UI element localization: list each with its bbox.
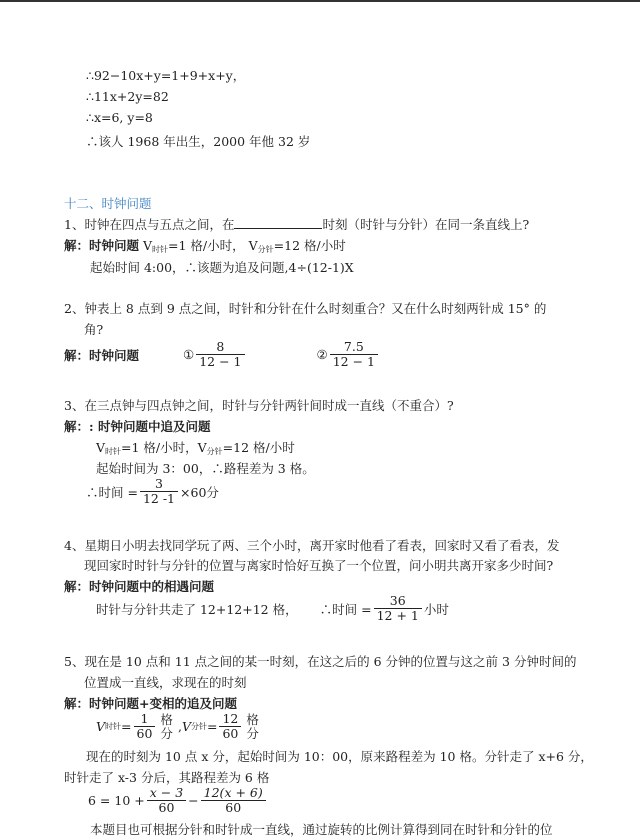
q5-v1-unit-bot: 分 — [160, 725, 173, 741]
q5-v1-num: 1 — [140, 711, 149, 726]
q5-v2-den: 60 — [219, 726, 241, 741]
q3-v2-sub: 分针 — [206, 447, 223, 456]
q3-line1: 3、在三点钟与四点钟之间，时针与分针两针间时成一直线（不重合）? — [64, 398, 454, 413]
q1-text-b: 时刻（时针与分针）在同一条直线上? — [322, 217, 530, 232]
top-border-line — [0, 0, 640, 2]
q2-solution — [64, 340, 380, 369]
q4-line3: 时针与分针共走了 12+12+12 格， — [96, 601, 298, 617]
prev-line-4: ∴该人 1968 年出生，2000 年他 32 岁 — [86, 134, 311, 149]
q1-v1: V — [143, 238, 153, 253]
q5-eq-fraction-1 — [147, 786, 186, 815]
q5-v2: V — [181, 719, 191, 734]
q5-eq-fraction-2 — [201, 786, 266, 815]
q3-velocities — [96, 438, 295, 457]
q1-solution-label: 解：时钟问题 — [64, 238, 140, 253]
q1-question — [64, 215, 529, 233]
q5-v2-num: 12 — [222, 711, 239, 726]
q5-v1-fraction — [134, 712, 156, 741]
q4-line2: 现回家时时针与分针的位置与离家时恰好互换了一个位置，问小明共离开家多少时间? — [84, 558, 554, 573]
q5-eq-f2-den: 60 — [201, 800, 266, 815]
q1-answer-blank — [234, 216, 322, 229]
q2-line1: 2、钟表上 8 点到 9 点之间，时针和分针在什么时刻重合？又在什么时刻两针成 15° 的 — [64, 301, 547, 316]
q2-f1-num: 8 — [216, 339, 225, 354]
q1-text-a: 1、时钟在四点与五点之间，在 — [64, 217, 235, 232]
q5-line3: 现在的时刻为 10 点 x 分，起始时间为 10：00，原来路程差为 10 格。分针走了 x+6 分， — [86, 749, 593, 764]
q2-fraction-2 — [330, 340, 378, 369]
q5-eq-f2-num: 12(x + 6) — [203, 785, 263, 800]
q2-circle-2: ② — [316, 347, 328, 362]
q1-v1-val: =1 格/小时， — [168, 238, 245, 253]
q1-v2: V — [248, 238, 258, 253]
q5-v2-unit — [243, 713, 262, 741]
q3-v1-sub: 时针 — [105, 447, 122, 456]
q4-formula-lhs: ∴时间 = — [319, 601, 372, 617]
q3-fraction — [140, 477, 178, 506]
q5-v1-den: 60 — [134, 726, 156, 741]
q1-line2: 起始时间 4:00，∴该题为追及问题,4÷(12-1)X — [90, 260, 354, 275]
q1-v2-val: =12 格/小时 — [273, 238, 346, 253]
q5-line5: 本题目也可根据分针和时针成一直线，通过旋转的比例计算得到同在时针和分针的位 — [90, 822, 553, 837]
q5-v2-unit-bot: 分 — [246, 725, 259, 741]
q5-velocities: V 时针 = $\frac{1}{60}$ 格 分 , V 分针 = $\frac{12}{60}$ 格 分 — [96, 712, 264, 741]
q4-fraction — [374, 594, 422, 623]
prev-line-3: ∴x=6, y=8 — [86, 110, 153, 125]
q3-formula-lhs: ∴时间 = — [86, 484, 138, 500]
q5-eq-f1-den: 60 — [147, 800, 186, 815]
q1-v1-sub: 时针 — [152, 245, 169, 254]
q5-v1: V — [96, 719, 106, 734]
q5-eq-f1-num: x − 3 — [149, 785, 184, 800]
q5-v1-eq: = — [121, 719, 132, 734]
q3-v2-val: =12 格/小时 — [222, 440, 295, 455]
section-title: 十二、时钟问题 — [64, 196, 152, 211]
q3-f-num: 3 — [155, 476, 163, 491]
q4-line1: 4、星期日小明去找同学玩了两、三个小时，离开家时他看了看表，回家时又看了看表，发 — [64, 538, 560, 553]
q3-solution-label: 解：: 时钟问题中追及问题 — [64, 419, 211, 434]
q4-f-num: 36 — [389, 593, 406, 608]
q5-line2: 位置成一直线，求现在的时刻 — [84, 675, 247, 690]
q5-v2-sub: 分针 — [190, 722, 207, 731]
q4-formula-row — [96, 594, 449, 623]
q1-v2-sub: 分针 — [257, 245, 274, 254]
prev-line-1: ∴92−10x+y=1+9+x+y， — [86, 68, 246, 83]
q2-solution-label: 解：时钟问题 — [64, 347, 140, 363]
q1-solution — [64, 236, 346, 255]
q3-f-den: 12 -1 — [140, 491, 178, 506]
q5-v2-eq: = — [206, 719, 218, 734]
q3-formula — [86, 477, 219, 506]
q2-f1-den: 12 − 1 — [196, 354, 244, 369]
q5-line4: 时针走了 x-3 分后，其路程差为 6 格 — [64, 770, 270, 785]
q5-eq-lhs: 6 = 10 + — [88, 793, 145, 808]
q3-v1: V — [96, 440, 106, 455]
q2-f2-num: 7.5 — [343, 339, 364, 354]
q4-solution-label: 解：时钟问题中的相遇问题 — [64, 579, 215, 594]
q3-line2: 起始时间为 3：00，∴路程差为 3 格。 — [96, 461, 315, 476]
q2-f2-den: 12 − 1 — [330, 354, 378, 369]
q5-v1-sub: 时针 — [105, 722, 122, 731]
q5-v2-fraction — [219, 712, 241, 741]
q3-formula-rhs: ×60分 — [180, 484, 219, 500]
q5-v2-unit-top: 格 — [246, 711, 259, 727]
q5-line1: 5、现在是 10 点和 11 点之间的某一时刻，在这之后的 6 分钟的位置与这之前 3 分钟时间的 — [64, 654, 577, 669]
q4-f-den: 12 + 1 — [374, 608, 422, 623]
q5-solution-label: 解：时钟问题+变相的追及问题 — [64, 696, 237, 711]
q5-eq-mid: − — [188, 793, 199, 808]
q3-v1-val: =1 格/小时，V — [121, 440, 207, 455]
q2-fraction-1 — [196, 340, 244, 369]
q2-line2: 角? — [84, 322, 104, 337]
q4-formula-rhs: 小时 — [423, 601, 449, 617]
q2-circle-1: ① — [183, 347, 195, 362]
q5-equation — [88, 786, 268, 815]
q5-v1-unit-top: 格 — [160, 711, 173, 727]
q5-v1-unit — [157, 713, 176, 741]
prev-line-2: ∴11x+2y=82 — [86, 89, 169, 104]
